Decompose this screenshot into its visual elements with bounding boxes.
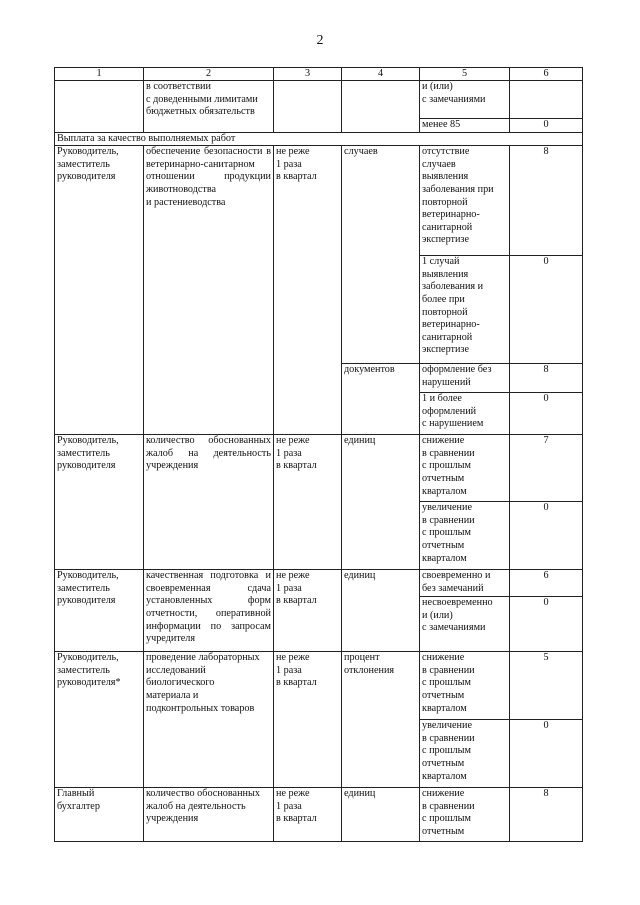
cell-criterion: снижение в сравнении с прошлым отчетным кварталом <box>420 435 510 502</box>
cell-position: Руководитель, заместитель руководителя <box>55 570 144 652</box>
cell-unit <box>342 81 420 133</box>
cell-indicator: количество обоснованных жалоб на деятельность учреждения <box>144 788 274 842</box>
table-row <box>55 435 583 502</box>
cell-unit: процент отклонения <box>342 652 420 788</box>
cell-unit: случаев <box>342 146 420 364</box>
cell-indicator: в соответствии с доведенными лимитами бюджетных обязательств <box>144 81 274 133</box>
cell-unit: документов <box>342 364 420 435</box>
column-number: 5 <box>420 68 510 81</box>
cell-indicator: проведение лабораторных исследований биологического материала и подконтрольных товаров <box>144 652 274 788</box>
cell-position: Руководитель, заместитель руководителя* <box>55 652 144 788</box>
cell-criterion: несвоевременно и (или) с замечаниями <box>420 597 510 652</box>
cell-points: 0 <box>510 720 583 788</box>
page-number: 2 <box>316 33 324 48</box>
column-number: 6 <box>510 68 583 81</box>
cell-criterion: оформление без нарушений <box>420 364 510 393</box>
table-row <box>55 788 583 842</box>
cell-criterion: и (или) с замечаниями <box>420 81 510 119</box>
cell-points: 0 <box>510 119 583 133</box>
cell-frequency: не реже 1 раза в квартал <box>274 570 342 652</box>
cell-criterion: 1 и более оформлений с нарушением <box>420 393 510 435</box>
table-row <box>55 81 583 119</box>
cell-indicator: качественная подготовка и своевременная сдача установленных форм отчетности, оперативной информации по запросам учредителя <box>144 570 274 652</box>
table-row <box>55 146 583 256</box>
section-row <box>55 132 583 146</box>
cell-criterion: 1 случай выявления заболевания и более при повторной ветеринарно- санитарной экспертизе <box>420 256 510 364</box>
cell-criterion: снижение в сравнении с прошлым отчетным <box>420 788 510 842</box>
section-title: Выплата за качество выполняемых работ <box>55 132 583 146</box>
cell-frequency: не реже 1 раза в квартал <box>274 788 342 842</box>
column-number: 3 <box>274 68 342 81</box>
cell-points: 8 <box>510 364 583 393</box>
cell-criterion: увеличение в сравнении с прошлым отчетным кварталом <box>420 720 510 788</box>
cell-frequency <box>274 81 342 133</box>
cell-criterion: увеличение в сравнении с прошлым отчетным кварталом <box>420 502 510 570</box>
cell-points: 0 <box>510 597 583 652</box>
cell-points: 0 <box>510 502 583 570</box>
cell-criterion: своевременно и без замечаний <box>420 570 510 597</box>
cell-points: 8 <box>510 146 583 256</box>
cell-points: 6 <box>510 570 583 597</box>
cell-frequency: не реже 1 раза в квартал <box>274 146 342 435</box>
cell-points: 0 <box>510 256 583 364</box>
cell-frequency: не реже 1 раза в квартал <box>274 435 342 570</box>
column-number-row <box>55 68 583 81</box>
table-row <box>55 570 583 597</box>
cell-position: Руководитель, заместитель руководителя <box>55 146 144 435</box>
cell-points: 7 <box>510 435 583 502</box>
cell-position: Главный бухгалтер <box>55 788 144 842</box>
cell-indicator: количество обоснованных жалоб на деятельность учреждения <box>144 435 274 570</box>
cell-unit: единиц <box>342 435 420 570</box>
column-number: 2 <box>144 68 274 81</box>
cell-points: 0 <box>510 393 583 435</box>
cell-position: Руководитель, заместитель руководителя <box>55 435 144 570</box>
cell-criterion: снижение в сравнении с прошлым отчетным кварталом <box>420 652 510 720</box>
cell-criterion: менее 85 <box>420 119 510 133</box>
column-number: 1 <box>55 68 144 81</box>
cell-points: 8 <box>510 788 583 842</box>
cell-unit: единиц <box>342 788 420 842</box>
cell-points: 5 <box>510 652 583 720</box>
column-number: 4 <box>342 68 420 81</box>
cell-position <box>55 81 144 133</box>
cell-points <box>510 81 583 119</box>
table-row <box>55 652 583 720</box>
cell-criterion: отсутствие случаев выявления заболевания при повторной ветеринарно- санитарной экспертизе <box>420 146 510 256</box>
cell-indicator: обеспечение безопасности в ветеринарно-санитарном отношении продукции животноводства и растениеводства <box>144 146 274 435</box>
criteria-table <box>54 67 583 842</box>
cell-unit: единиц <box>342 570 420 652</box>
cell-frequency: не реже 1 раза в квартал <box>274 652 342 788</box>
